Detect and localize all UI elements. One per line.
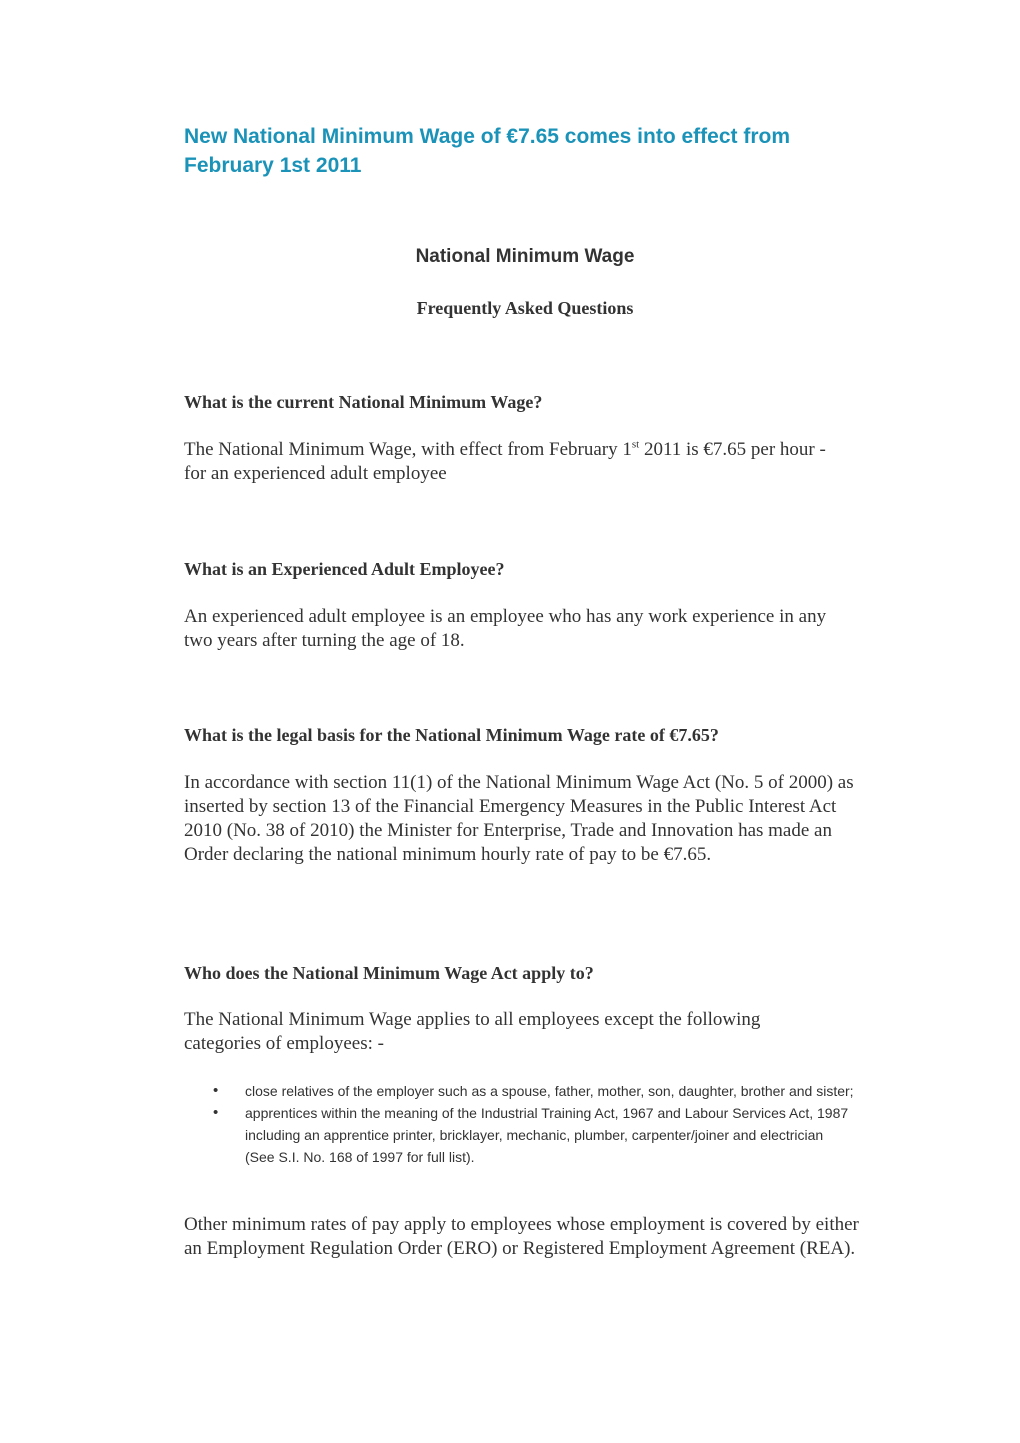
section-subtitle: Frequently Asked Questions xyxy=(416,298,634,318)
faq-answer-1-text: The National Minimum Wage, with effect from February 1 xyxy=(184,439,632,460)
headline: New National Minimum Wage of €7.65 comes into effect from February 1st 2011 xyxy=(184,125,790,177)
faq-answer-1-text-cont: 2011 is €7.65 per hour - for an experienced adult employee xyxy=(184,439,826,484)
faq-closing-paragraph: Other minimum rates of pay apply to employees whose employment is covered by either an Employment Regulation Order (ERO) or Registered Employment Agreement (REA). xyxy=(184,1214,859,1259)
faq-answer-1 xyxy=(184,438,844,486)
faq-answer-1-superscript: st xyxy=(631,438,640,451)
list-item-text: close relatives of the employer such as a spouse, father, mother, son, daughter, brother and sister; xyxy=(245,1083,854,1099)
list-item xyxy=(184,1102,855,1168)
faq-question-3: What is the legal basis for the National Minimum Wage rate of €7.65? xyxy=(184,725,719,745)
section-title: National Minimum Wage xyxy=(415,246,635,267)
bullet-icon: • xyxy=(213,1104,219,1121)
faq-answer-2: An experienced adult employee is an employee who has any work experience in any two years after turning the age of 18. xyxy=(184,606,827,651)
list-item xyxy=(184,1080,855,1102)
faq-answer-4: The National Minimum Wage applies to all employees except the following categories of employees: - xyxy=(184,1009,761,1054)
exemption-list xyxy=(184,1080,874,1168)
faq-question-4: Who does the National Minimum Wage Act apply to? xyxy=(184,963,594,983)
list-item-text: apprentices within the meaning of the Industrial Training Act, 1967 and Labour Services Act, 1987 including an apprentice printer, bricklayer, mechanic, plumber, carpenter/joiner and electrician (See S.I. No. 168 of 1997 for full list). xyxy=(245,1105,849,1165)
faq-question-2: What is an Experienced Adult Employee? xyxy=(184,559,505,579)
bullet-icon: • xyxy=(213,1082,219,1099)
faq-answer-3: In accordance with section 11(1) of the National Minimum Wage Act (No. 5 of 2000) as inserted by section 13 of the Financial Emergency Measures in the Public Interest Act 2010 (No. 38 of 2010) the Minister for Enterprise, Trade and Innovation has made an Order declaring the national minimum hourly rate of pay to be €7.65. xyxy=(184,772,854,865)
faq-question-1: What is the current National Minimum Wage? xyxy=(184,392,543,412)
